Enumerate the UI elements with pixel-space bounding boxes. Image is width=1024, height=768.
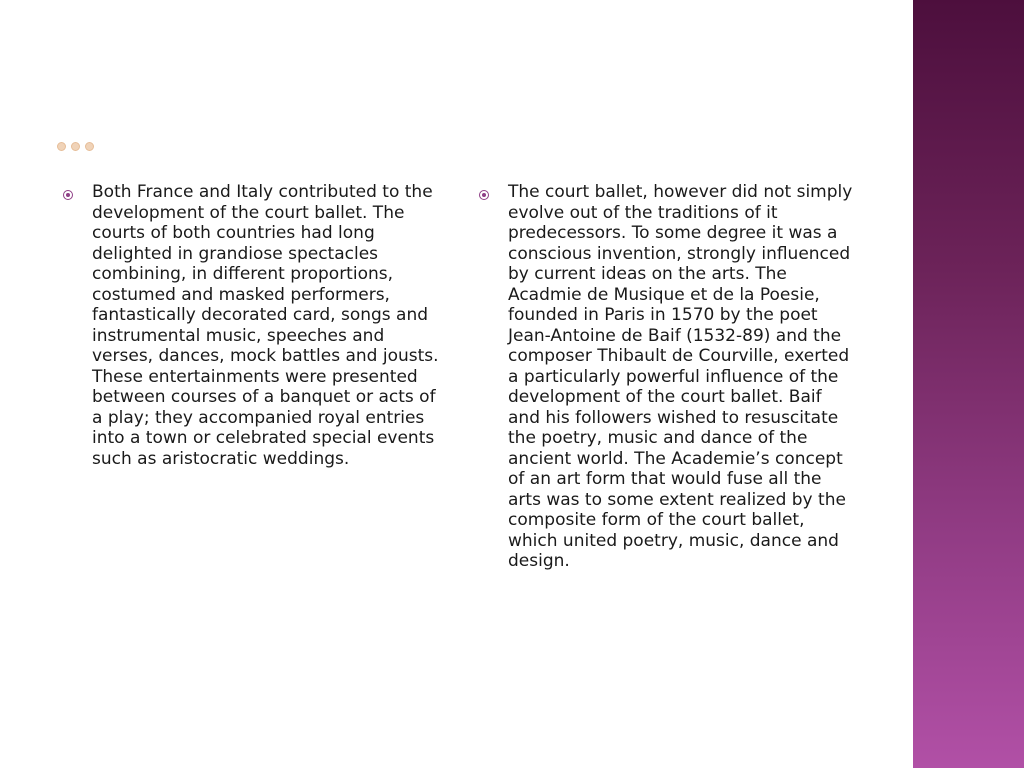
- decoration-dot: [85, 142, 94, 151]
- circle-bullet-icon: [479, 190, 489, 200]
- right-bullet-text: The court ballet, however did not simply evolve out of the traditions of it predecessors. To some degree it was a conscious invention, strongly influenced by current ideas on the arts. The Acadmie de Musique et de la Poesie, founded in Paris in 1570 by the poet Jean-Antoine de Baif (1532-89) and the composer Thibault de Courville, exerted a particularly powerful influence of the development of the court ballet. Baif and his followers wished to resuscitate the poetry, music and dance of the ancient world. The Academie’s concept of an art form that would fuse all the arts was to some extent realized by the composite form of the court ballet, which united poetry, music, dance and design.: [508, 182, 853, 571]
- decorative-side-bar: [913, 0, 1024, 768]
- circle-bullet-icon: [63, 190, 73, 200]
- decoration-dot: [57, 142, 66, 151]
- left-bullet-text: Both France and Italy contributed to the development of the court ballet. The courts of both countries had long delighted in grandiose spectacles combining, in different proportions, costumed and masked performers, fantastically decorated card, songs and instrumental music, speeches and verses, dances, mock battles and jousts. These entertainments were presented between courses of a banquet or acts of a play; they accompanied royal entries into a town or celebrated special events such as aristocratic weddings.: [92, 182, 439, 469]
- decoration-dot: [71, 142, 80, 151]
